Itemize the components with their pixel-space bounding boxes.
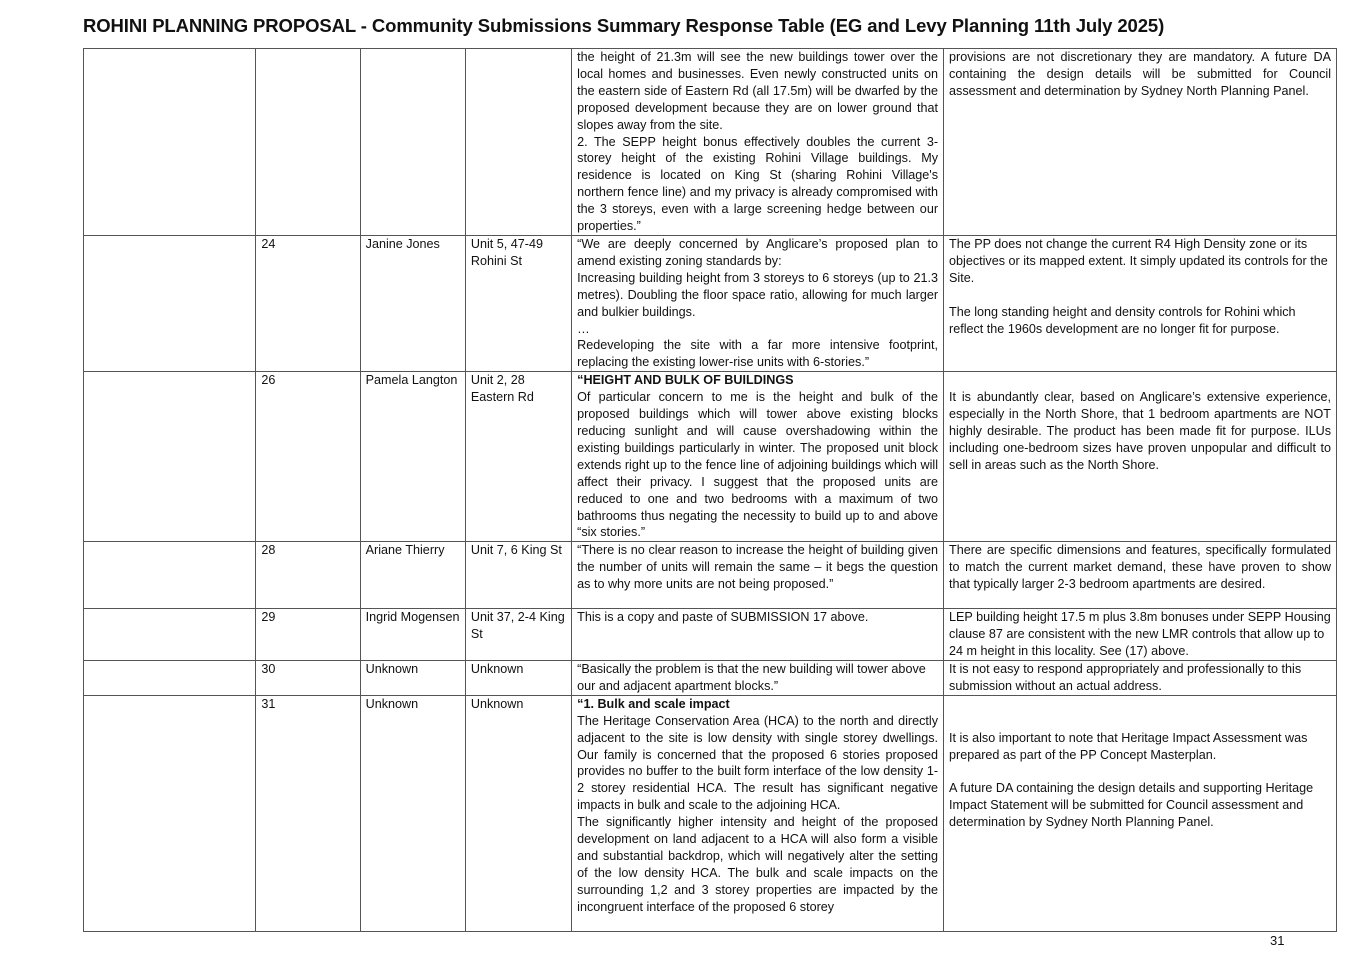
submitter-address: Unit 2, 28 Eastern Rd	[465, 372, 571, 542]
paragraph: There are specific dimensions and features, specifically formulated to match the current market demand, these have proven to show that typically larger 2-3 bedroom apartments are desired.	[949, 543, 1331, 592]
submitter-name: Unknown	[360, 661, 465, 696]
blank-cell	[84, 661, 256, 696]
response-text	[944, 695, 1337, 931]
table-row	[84, 661, 1337, 696]
response-text	[944, 49, 1337, 236]
submitter-address: Unit 7, 6 King St	[465, 542, 571, 609]
paragraph: Of particular concern to me is the height and bulk of the proposed buildings which will tower above existing blocks reducing sunlight and will cause overshadowing within the existing buildings particularly in winter. The proposed unit block extends right up to the fence line of adjoining buildings which will affect their privacy. I suggest that the proposed units are reduced to one and two bedrooms with a maximum of two bathrooms thus negating the necessity to build up to and above “six stories.”	[577, 390, 939, 540]
table-row	[84, 542, 1337, 609]
submission-text	[572, 609, 944, 661]
submission-number: 26	[256, 372, 360, 542]
response-text	[944, 661, 1337, 696]
submission-number: 28	[256, 542, 360, 609]
table-row	[84, 236, 1337, 372]
page-title: ROHINI PLANNING PROPOSAL - Community Submissions Summary Response Table (EG and Levy Planning 11th July 2025)	[83, 15, 1165, 36]
paragraph: provisions are not discretionary they are mandatory. A future DA containing the design details will be submitted for Council assessment and determination by Sydney North Planning Panel.	[949, 50, 1331, 98]
submitter-address: Unit 37, 2-4 King St	[465, 609, 571, 661]
paragraph-heading: “1. Bulk and scale impact	[577, 696, 730, 711]
submitter-name: Ariane Thierry	[360, 542, 465, 609]
paragraph: A future DA containing the design details and supporting Heritage Impact Statement will be submitted for Council assessment and determination by Sydney North Planning Panel.	[949, 781, 1314, 830]
paragraph-heading: “HEIGHT AND BULK OF BUILDINGS	[577, 373, 794, 388]
paragraph: the height of 21.3m will see the new buildings tower over the local homes and businesses. Even newly constructed units on the eastern side of Eastern Rd (all 17.5m) will be dwarfed by the proposed development because they are on lower ground that slopes away from the site.	[577, 50, 939, 132]
paragraph: “Basically the problem is that the new building will tower above our and adjacent apartment blocks.”	[577, 662, 926, 693]
response-text	[944, 609, 1337, 661]
submitter-name: Janine Jones	[360, 236, 465, 372]
submission-text	[572, 661, 944, 696]
table-row	[84, 372, 1337, 542]
submissions-table	[83, 48, 1337, 932]
paragraph: …	[577, 321, 590, 336]
table-row	[84, 695, 1337, 931]
blank-cell	[84, 236, 256, 372]
response-text	[944, 372, 1337, 542]
paragraph: Increasing building height from 3 storeys to 6 storeys (up to 21.3 metres). Doubling the floor space ratio, allowing for much larger and bulkier buildings.	[577, 270, 939, 319]
submitter-address: Unknown	[465, 661, 571, 696]
blank-cell	[84, 372, 256, 542]
submission-text	[572, 236, 944, 372]
paragraph: It is also important to note that Heritage Impact Assessment was prepared as part of the PP Concept Masterplan.	[949, 730, 1308, 762]
paragraph: It is not easy to respond appropriately and professionally to this submission without an actual address.	[949, 662, 1302, 693]
blank-cell	[84, 542, 256, 609]
paragraph: 2. The SEPP height bonus effectively doubles the current 3-storey height of the existing Rohini Village buildings. My residence is located on King St (sharing Rohini Village's northern fence line) and my privacy is already compromised with the 3 storeys, even with a large screening hedge between our properties.”	[577, 134, 939, 234]
submitter-name: Ingrid Mogensen	[360, 609, 465, 661]
submitter-name: Pamela Langton	[360, 372, 465, 542]
submitter-address: Unknown	[465, 695, 571, 931]
paragraph: “We are deeply concerned by Anglicare’s proposed plan to amend existing zoning standards by:	[577, 237, 939, 268]
submission-number	[256, 49, 360, 236]
submission-number: 31	[256, 695, 360, 931]
paragraph: It is abundantly clear, based on Anglicare’s extensive experience, especially in the North Shore, that 1 bedroom apartments are NOT highly desirable. The product has been made fit for purpose. ILUs including one-bedroom sizes have proven unpopular and difficult to sell in areas such as the North Shore.	[949, 390, 1331, 472]
submission-number: 24	[256, 236, 360, 372]
submission-number: 29	[256, 609, 360, 661]
blank-cell	[84, 695, 256, 931]
table-row	[84, 49, 1337, 236]
response-text	[944, 542, 1337, 609]
paragraph: This is a copy and paste of SUBMISSION 17 above.	[577, 610, 869, 625]
table-row	[84, 609, 1337, 661]
paragraph: The long standing height and density controls for Rohini which reflect the 1960s development are no longer fit for purpose.	[949, 304, 1296, 336]
paragraph: Redeveloping the site with a far more intensive footprint, replacing the existing lower-rise units with 6-stories.”	[577, 338, 939, 370]
paragraph: The PP does not change the current R4 High Density zone or its objectives or its mapped extent. It simply updated its controls for the Site.	[949, 237, 1328, 285]
response-text	[944, 236, 1337, 372]
submission-text	[572, 49, 944, 236]
paragraph: The Heritage Conservation Area (HCA) to the north and directly adjacent to the site is low density with single storey dwellings. Our family is concerned that the proposed 6 stories proposed provides no buffer to the built form interface of the low density 1-2 storey residential HCA. The result has significant negative impacts in bulk and scale to the adjoining HCA.	[577, 713, 939, 813]
submitter-name: Unknown	[360, 695, 465, 931]
paragraph: LEP building height 17.5 m plus 3.8m bonuses under SEPP Housing clause 87 are consistent with the new LMR controls that allow up to 24 m height in this locality. See (17) above.	[949, 610, 1331, 659]
paragraph: The significantly higher intensity and height of the proposed development on land adjacent to a HCA will also form a visible and substantial backdrop, which will negatively alter the setting of the low density HCA. The bulk and scale impacts on the surrounding 1,2 and 3 storey properties are impacted by the incongruent interface of the proposed 6 storey	[577, 815, 939, 914]
blank-cell	[84, 49, 256, 236]
submission-number: 30	[256, 661, 360, 696]
page-number: 31	[1270, 933, 1285, 948]
submission-text	[572, 542, 944, 609]
submitter-name	[360, 49, 465, 236]
submitter-address	[465, 49, 571, 236]
submission-text	[572, 372, 944, 542]
submitter-address: Unit 5, 47-49 Rohini St	[465, 236, 571, 372]
submission-text	[572, 695, 944, 931]
blank-cell	[84, 609, 256, 661]
paragraph: “There is no clear reason to increase the height of building given the number of units will remain the same – it begs the question as to why more units are not being proposed.”	[577, 543, 939, 592]
